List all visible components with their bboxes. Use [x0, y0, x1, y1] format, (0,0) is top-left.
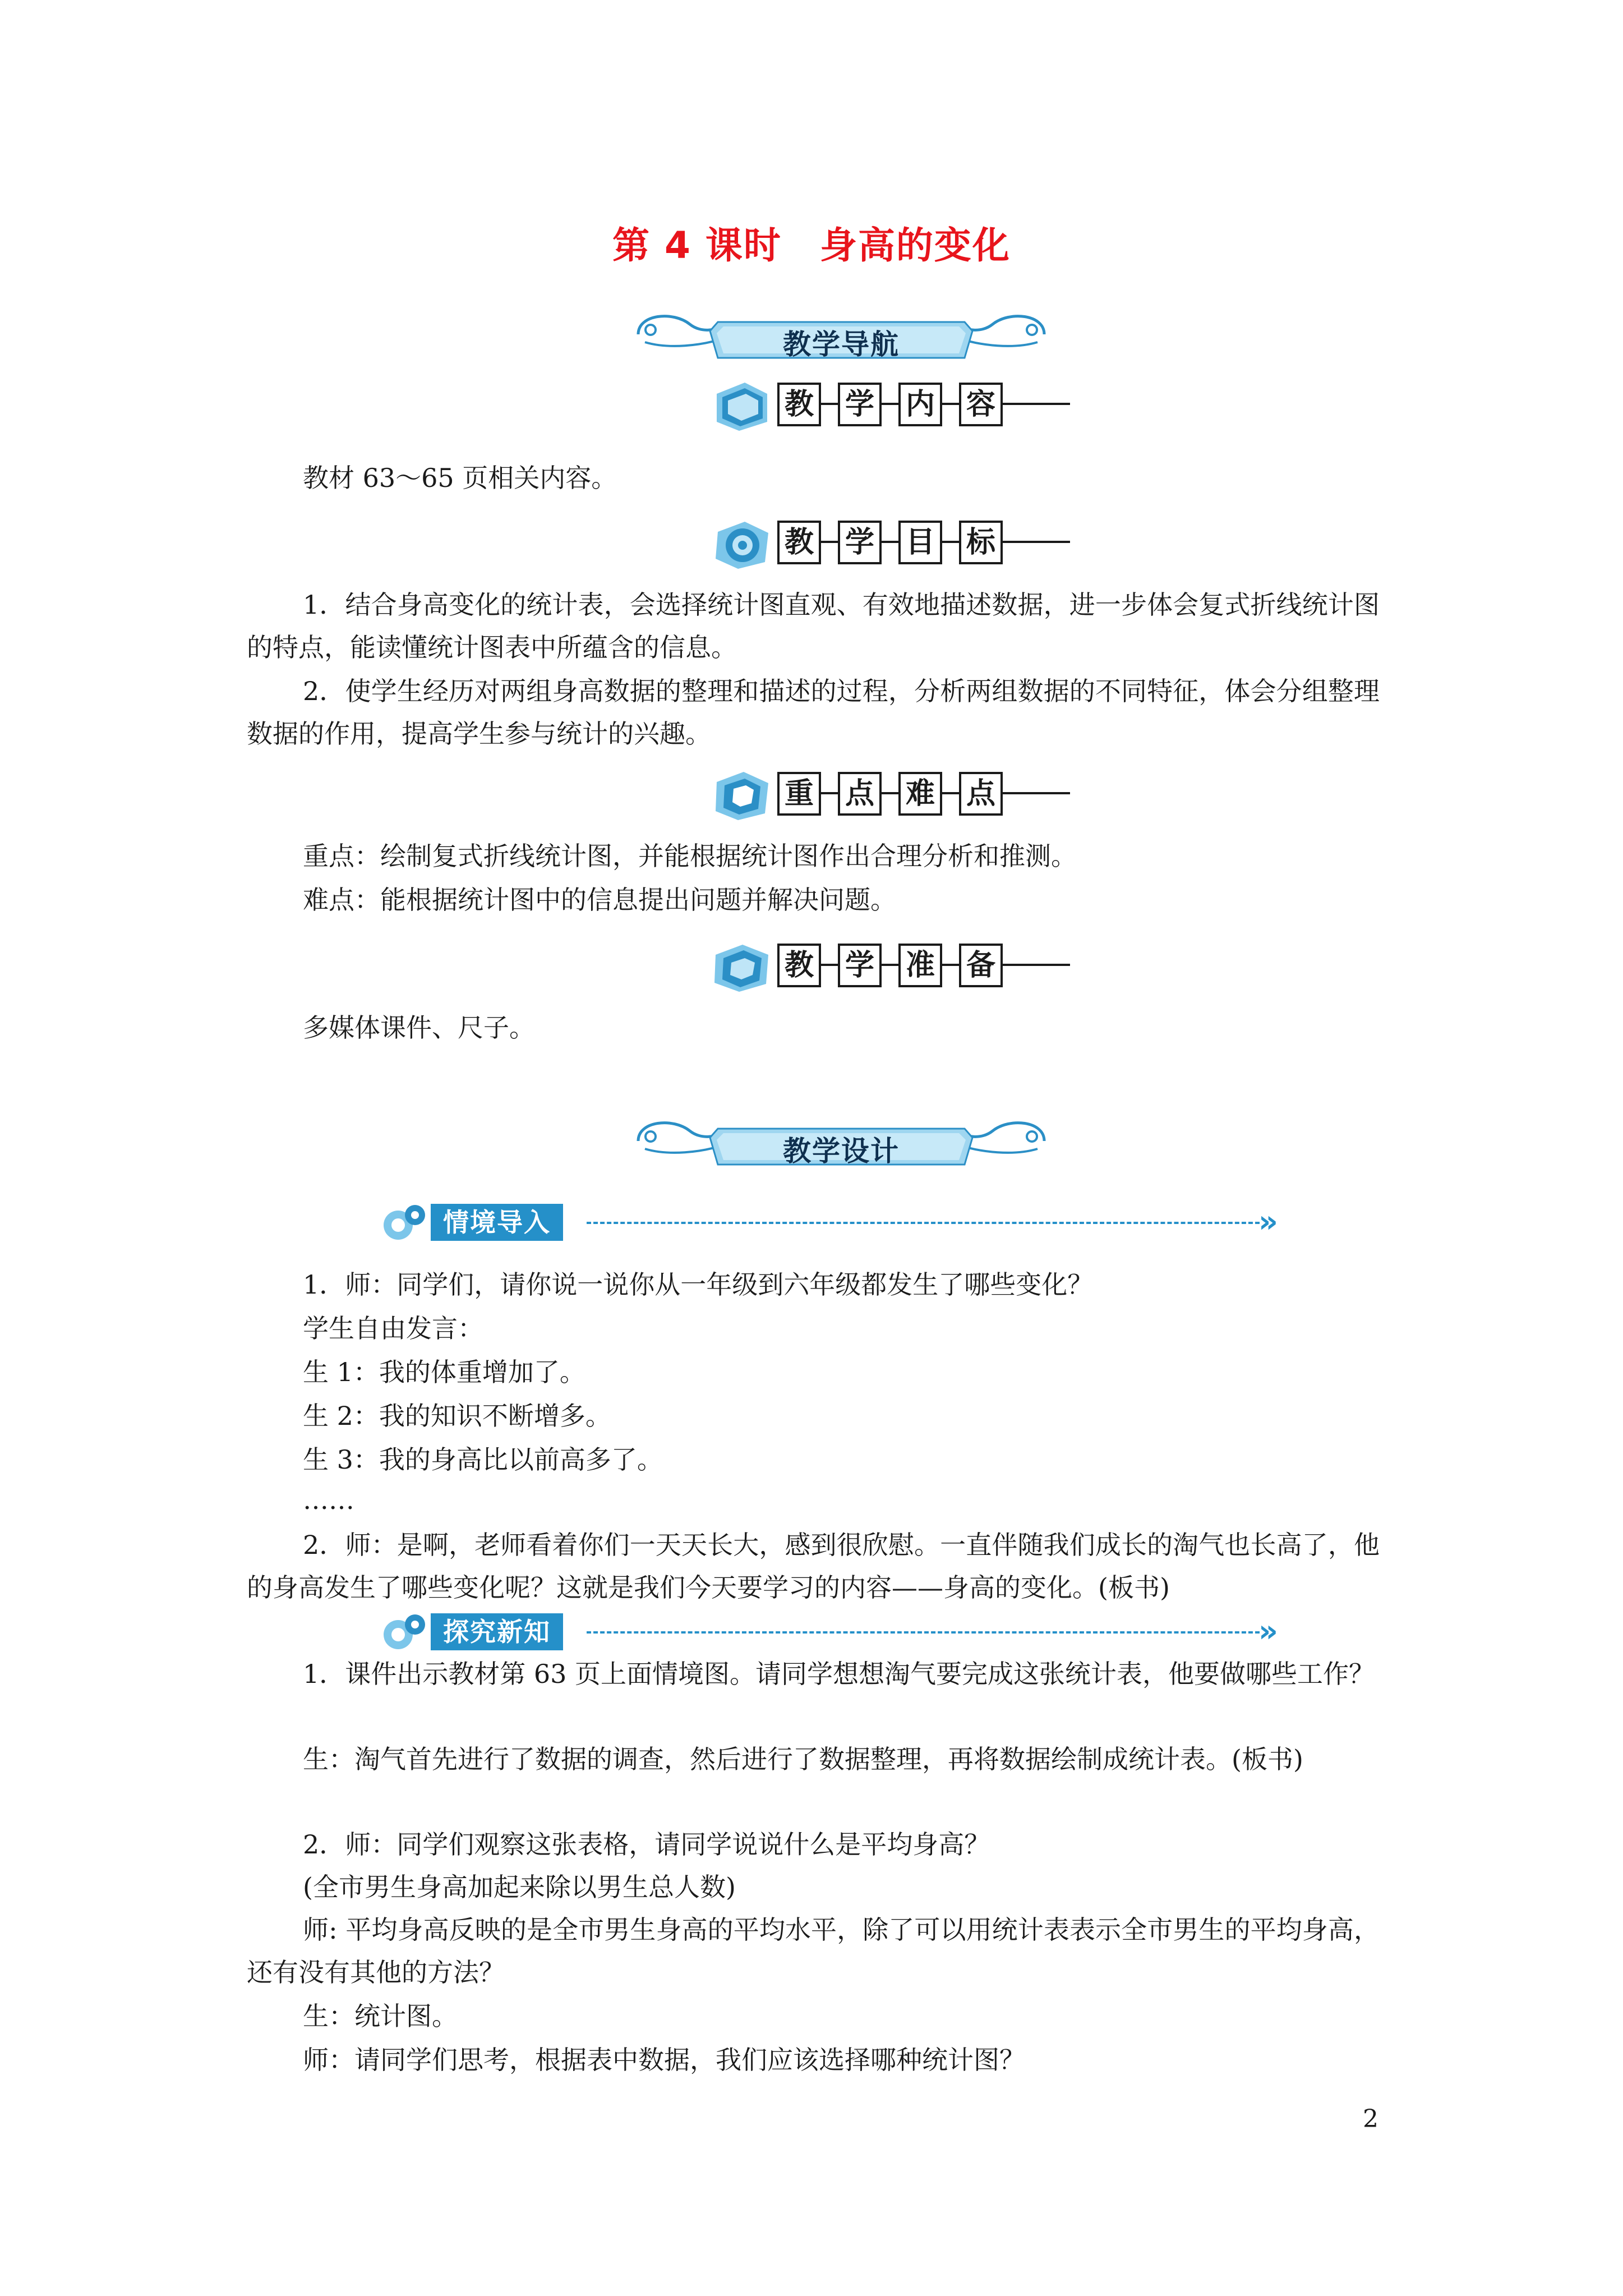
- heading-char: 学: [838, 521, 882, 564]
- heading-teaching-goals: [711, 515, 1216, 571]
- double-chevron-icon: »: [1258, 1204, 1278, 1239]
- files-icon: [711, 938, 773, 994]
- banner-label: 教学设计: [783, 1135, 900, 1167]
- tab-label: 探究新知: [431, 1613, 563, 1650]
- heading-teaching-prep: [711, 938, 1216, 994]
- explore-line: (全市男生身高加起来除以男生总人数): [303, 1872, 736, 1902]
- intro-line: ……: [303, 1485, 354, 1515]
- heading-char: 难: [898, 772, 942, 816]
- tab-heading-explore: [379, 1610, 1321, 1655]
- heading-key-points: [711, 766, 1216, 822]
- prep-text: 多媒体课件、尺子。: [303, 1013, 535, 1043]
- section-banner-guide: [634, 297, 1049, 365]
- heading-char: 准: [898, 944, 942, 987]
- heading-char: 教: [777, 944, 821, 987]
- explore-paragraph: 生：淘气首先进行了数据的调查，然后进行了数据整理，再将数据绘制成统计表。(板书): [303, 1744, 1303, 1774]
- tab-heading-intro: [379, 1200, 1321, 1245]
- intro-line: 生 1：我的体重增加了。: [303, 1357, 585, 1387]
- double-chevron-icon: »: [1258, 1613, 1278, 1649]
- heading-char: 目: [898, 521, 942, 564]
- heading-char: 教: [777, 521, 821, 564]
- intro-line: 学生自由发言：: [303, 1313, 483, 1343]
- explore-paragraph: 2．师：同学们观察这张表格，请同学说说什么是平均身高？: [303, 1829, 990, 1860]
- intro-paragraph: 2．师：是啊，老师看着你们一天天长大，感到很欣慰。一直伴随我们成长的淘气也长高了，他的身高发生了哪些变化呢？这就是我们今天要学习的内容——身高的变化。(板书): [247, 1530, 1380, 1603]
- difficult-point-text: 难点：能根据统计图中的信息提出问题并解决问题。: [303, 885, 896, 915]
- banner-label: 教学导航: [783, 328, 900, 361]
- book-icon: [711, 766, 773, 822]
- heading-char: 点: [959, 772, 1003, 816]
- folder-icon: [711, 377, 773, 433]
- heading-char: 容: [959, 383, 1003, 426]
- heading-char: 教: [777, 383, 821, 426]
- page-title: 第 4 课时 身高的变化: [612, 224, 1011, 267]
- intro-line: 1．师：同学们，请你说一说你从一年级到六年级都发生了哪些变化？: [303, 1269, 1094, 1300]
- intro-line: 生 3：我的身高比以前高多了。: [303, 1444, 663, 1475]
- heading-char: 学: [838, 383, 882, 426]
- goal-paragraph: 2．使学生经历对两组身高数据的整理和描述的过程，分析两组数据的不同特征，体会分组整理数据的作用，提高学生参与统计的兴趣。: [247, 676, 1380, 749]
- key-point-text: 重点：绘制复式折线统计图，并能根据统计图作出合理分析和推测。: [303, 841, 1077, 871]
- dashed-divider: [587, 1222, 1260, 1224]
- content-text: 教材 63～65 页相关内容。: [303, 463, 617, 493]
- gears-icon: [379, 1200, 430, 1245]
- heading-char: 点: [838, 772, 882, 816]
- explore-line: 生：统计图。: [303, 2001, 458, 2031]
- explore-teacher-paragraph: 师: 平均身高反映的是全市男生身高的平均水平，除了可以用统计表表示全市男生的平均身高，还有没有其他的方法？: [247, 1915, 1380, 1987]
- section-banner-design: [634, 1104, 1049, 1171]
- heading-teaching-content: [711, 377, 1216, 433]
- tab-label: 情境导入: [431, 1204, 563, 1241]
- page-number: 2: [1363, 2105, 1378, 2133]
- heading-char: 标: [959, 521, 1003, 564]
- heading-char: 重: [777, 772, 821, 816]
- heading-char: 备: [959, 944, 1003, 987]
- heading-char: 内: [898, 383, 942, 426]
- explore-paragraph: 1．课件出示教材第 63 页上面情境图。请同学想想淘气要完成这张统计表，他要做哪些工作？: [303, 1659, 1375, 1689]
- explore-line: 师：请同学们思考，根据表中数据，我们应该选择哪种统计图？: [303, 2045, 1025, 2075]
- heading-char: 学: [838, 944, 882, 987]
- gears-icon: [379, 1610, 430, 1655]
- dashed-divider: [587, 1631, 1260, 1634]
- goal-paragraph: 1．结合身高变化的统计表，会选择统计图直观、有效地描述数据，进一步体会复式折线统计图的特点，能读懂统计图表中所蕴含的信息。: [247, 590, 1380, 662]
- target-icon: [711, 515, 773, 571]
- intro-line: 生 2：我的知识不断增多。: [303, 1401, 611, 1431]
